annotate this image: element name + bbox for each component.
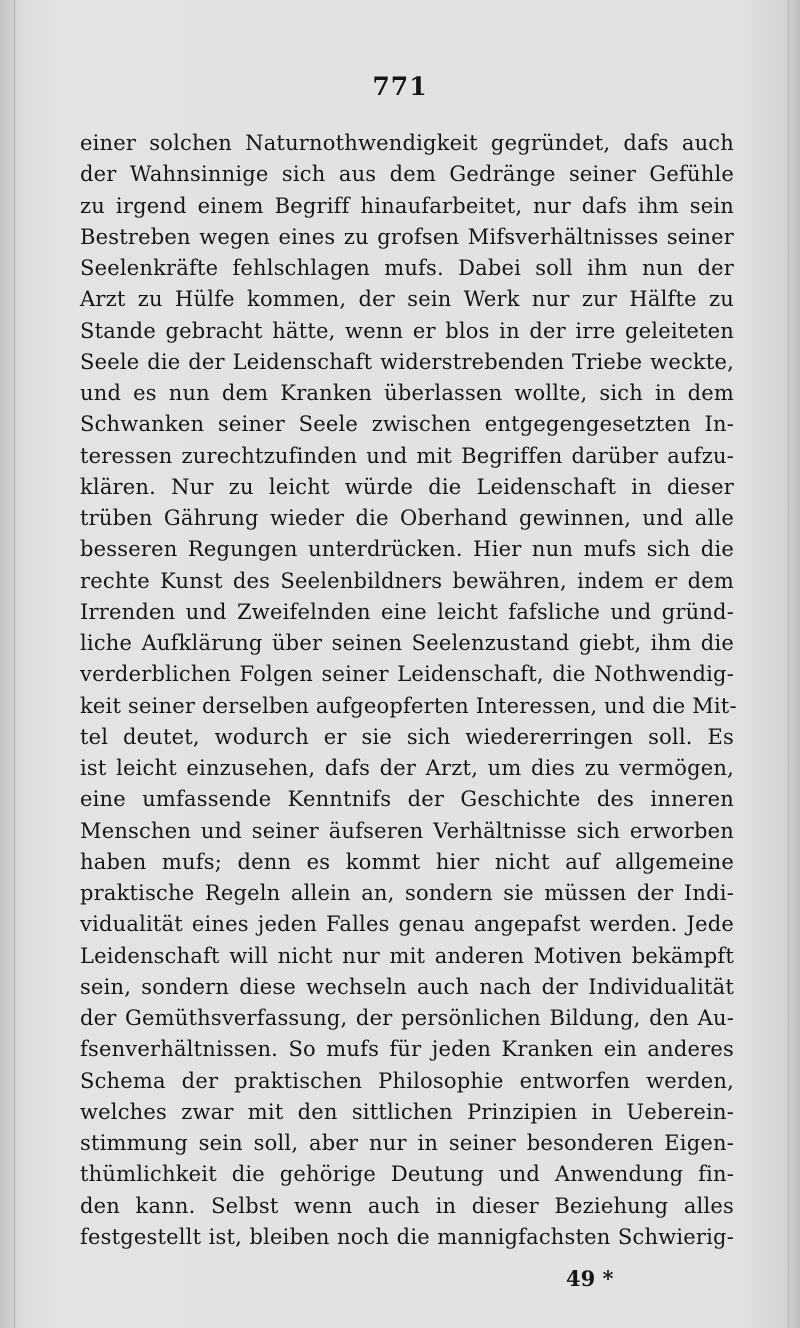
text-line: eine umfassende Kenntnifs der Geschichte des inneren	[80, 787, 734, 812]
text-line: Leidenschaft will nicht nur mit anderen Motiven bekämpft	[80, 943, 734, 968]
text-line: vidualität eines jeden Falles genau angepafst werden. Jede	[80, 912, 734, 937]
text-line: einer solchen Naturnothwendigkeit gegründet, dafs auch	[80, 131, 734, 155]
text-line: ist leicht einzusehen, dafs der Arzt, um dies zu vermögen,	[80, 756, 734, 780]
text-line: und es nun dem Kranken überlassen wollte, sich in dem	[80, 381, 734, 405]
text-line: Stande gebracht hätte, wenn er blos in der irre geleiteten	[80, 318, 734, 343]
text-line: Schwanken seiner Seele zwischen entgegengesetzten In-	[80, 412, 734, 437]
text-line: keit seiner derselben aufgeopferten Interessen, und die Mit-	[80, 693, 737, 718]
text-line: liche Aufklärung über seinen Seelenzustand giebt, ihm die	[80, 631, 734, 655]
text-line: Bestreben wegen eines zu grofsen Mifsverhältnisses seiner	[80, 224, 734, 249]
text-line: klären. Nur zu leicht würde die Leidenschaft in dieser	[80, 474, 734, 499]
page-number: 771	[372, 72, 428, 101]
text-line: Schema der praktischen Philosophie entworfen werden,	[80, 1068, 734, 1093]
text-line: Menschen und seiner äufseren Verhältnisse sich erworben	[80, 818, 734, 843]
text-line: teressen zurechtzufinden und mit Begriffen darüber aufzu-	[80, 443, 734, 468]
text-line: stimmung sein soll, aber nur in seiner besonderen Eigen-	[80, 1131, 734, 1155]
text-line: fsenverhältnissen. So mufs für jeden Kranken ein anderes	[80, 1037, 734, 1062]
text-line: welches zwar mit den sittlichen Prinzipien in Ueberein-	[80, 1099, 734, 1124]
text-line: zu irgend einem Begriff hinaufarbeitet, nur dafs ihm sein	[80, 193, 734, 218]
page-left-edge	[14, 0, 15, 1328]
text-line: thümlichkeit die gehörige Deutung und Anwendung fin-	[80, 1162, 734, 1187]
text-line: Irrenden und Zweifelnden eine leicht fafsliche und gründ-	[80, 599, 734, 624]
text-line: rechte Kunst des Seelenbildners bewähren, indem er dem	[80, 568, 734, 593]
text-line: besseren Regungen unterdrücken. Hier nun mufs sich die	[80, 537, 734, 562]
text-line: den kann. Selbst wenn auch in dieser Beziehung alles	[80, 1193, 734, 1218]
text-line: tel deutet, wodurch er sie sich wiedererringen soll. Es	[80, 724, 734, 749]
signature-mark: 49 *	[566, 1266, 614, 1291]
text-line: festgestellt ist, bleiben noch die mannigfachsten Schwierig-	[80, 1224, 734, 1249]
text-line: praktische Regeln allein an, sondern sie müssen der Indi-	[80, 881, 734, 905]
text-line: haben mufs; denn es kommt hier nicht auf allgemeine	[80, 849, 734, 874]
text-line: Seele die der Leidenschaft widerstrebenden Triebe weckte,	[80, 349, 734, 374]
text-line: sein, sondern diese wechseln auch nach der Individualität	[80, 974, 734, 999]
page-right-edge	[788, 0, 789, 1328]
text-line: verderblichen Folgen seiner Leidenschaft, die Nothwendig-	[80, 662, 734, 687]
text-line: trüben Gährung wieder die Oberhand gewinnen, und alle	[80, 506, 734, 530]
text-line: der Wahnsinnige sich aus dem Gedränge seiner Gefühle	[80, 162, 734, 187]
text-line: Arzt zu Hülfe kommen, der sein Werk nur zur Hälfte zu	[80, 287, 734, 312]
text-line: Seelenkräfte fehlschlagen mufs. Dabei soll ihm nun der	[80, 256, 734, 280]
text-line: der Gemüthsverfassung, der persönlichen Bildung, den Au-	[80, 1006, 734, 1030]
body-text	[80, 128, 737, 1253]
